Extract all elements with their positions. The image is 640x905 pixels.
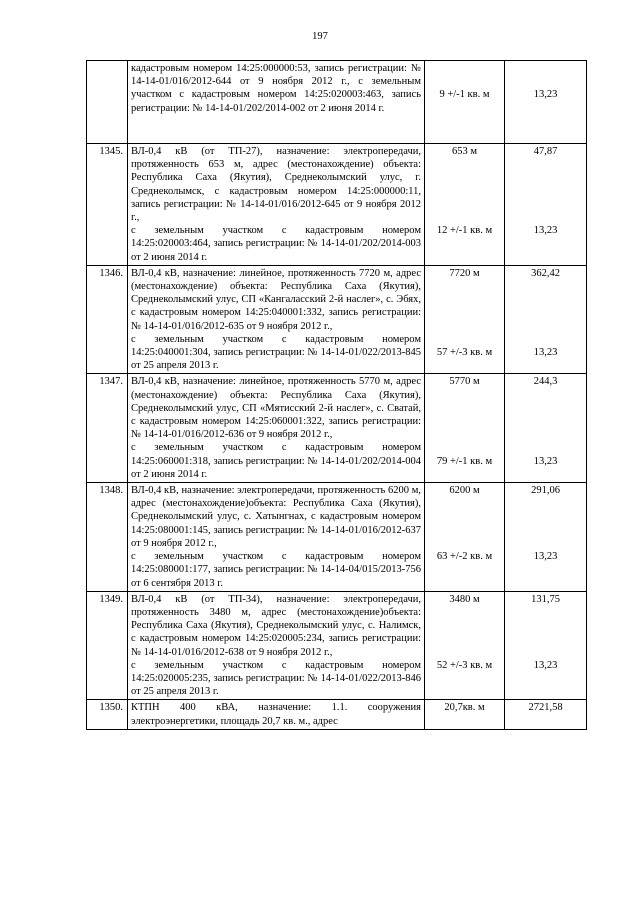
land-plot-description: кадастровым номером 14:25:000000:53, запись регистрации: № 14-14-01/016/2012-644 от 9 ноября 2012 г., с земельным участком с кадастровым номером 14:25:020003:463, запись регистрации: № 14-14-01/202/2014-002 от 2 июня 2014 г.: [131, 63, 421, 114]
table-row: [87, 61, 587, 144]
land-plot-description: с земельным участком с кадастровым номером 14:25:020003:464, запись регистрации: № 14-14-01/202/2014-003 от 2 июня 2014 г.: [131, 225, 421, 263]
land-plot-value: 13,23: [533, 347, 558, 359]
object-description: [128, 144, 425, 266]
size-cell: [425, 61, 505, 144]
row-number: 1346.: [87, 265, 128, 374]
value-cell: [505, 374, 587, 483]
land-plot-size: 9 +/-1 кв. м: [439, 89, 490, 100]
object-value: 2721,58: [528, 702, 563, 714]
row-number: 1347.: [87, 374, 128, 483]
land-plot-value: 13,23: [533, 89, 558, 100]
land-plot-value: 13,23: [533, 659, 558, 671]
table-row: [87, 483, 587, 592]
object-main-description: ВЛ-0,4 кВ (от ТП-34), назначение: электропередачи, протяженность 3480 м, адрес (местонахождение)объекта: Республика Саха (Якутия), Среднеколымский улус, с. Налимск, с кадастровым номером 14:25:020005:234, запись регистрации: № 14-14-01/016/2012-638 от 9 ноября 2012 г.,: [131, 593, 421, 658]
row-number: [87, 61, 128, 144]
land-plot-size: 63 +/-2 кв. м: [436, 551, 493, 563]
object-size: 3480 м: [449, 593, 480, 605]
property-registry-table: [86, 60, 587, 730]
object-value: 362,42: [531, 267, 560, 279]
registry-body: [87, 61, 587, 730]
value-cell: [505, 265, 587, 374]
object-main-description: КТПН 400 кВА, назначение: 1.1. сооружения электроэнергетики, площадь 20,7 кв. м., адрес: [131, 702, 421, 727]
page-number: 197: [312, 31, 328, 42]
land-plot-value: 13,23: [533, 455, 558, 467]
size-cell: [425, 483, 505, 592]
value-cell: [505, 144, 587, 266]
object-value: 244,3: [533, 376, 558, 388]
size-cell: [425, 265, 505, 374]
value-cell: [505, 700, 587, 729]
value-cell: [505, 61, 587, 144]
table-row: [87, 700, 587, 729]
object-value: 47,87: [533, 146, 558, 157]
object-description: [128, 61, 425, 144]
land-plot-description: с земельным участком с кадастровым номером 14:25:020005:235, запись регистрации: № 14-14-01/022/2013-846 от 25 апреля 2013 г.: [131, 659, 421, 698]
object-value: 131,75: [531, 593, 560, 605]
object-description: [128, 483, 425, 592]
land-plot-description: с земельным участком с кадастровым номером 14:25:040001:304, запись регистрации: № 14-14-01/022/2013-845 от 25 апреля 2013 г.: [131, 333, 421, 372]
object-main-description: ВЛ-0,4 кВ (от ТП-27), назначение: электропередачи, протяженность 653 м, адрес (местонахождение) объекта: Республика Саха (Якутия), Среднеколымский улус, г. Среднеколымск, с кадастровым номером 14:25:000000:11, запись регистрации: № 14-14-01/016/2012-645 от 9 ноября 2012 г.,: [131, 146, 421, 224]
value-cell: [505, 483, 587, 592]
table-row: [87, 265, 587, 374]
land-plot-size: 52 +/-3 кв. м: [436, 659, 493, 671]
land-plot-size: 12 +/-1 кв. м: [436, 225, 493, 237]
object-main-description: ВЛ-0,4 кВ, назначение: линейное, протяженность 7720 м, адрес (местонахождение) объекта: Республика Саха (Якутия), Среднеколымский улус, СП «Кангаласский 2-й наслег», с. Эбях, с кадастровым номером 14:25:040001:332, запись регистрации: № 14-14-01/016/2012-635 от 9 ноября 2012 г.,: [131, 267, 421, 332]
object-description: [128, 591, 425, 700]
land-plot-size: 57 +/-3 кв. м: [436, 347, 493, 359]
row-number: 1345.: [87, 144, 128, 266]
object-main-description: ВЛ-0,4 кВ, назначение: линейное, протяженность 5770 м, адрес (местонахождение) объекта: Республика Саха (Якутия), Среднеколымский улус, СП «Мятисский 2-й наслег», с. Сватай, с кадастровым номером 14:25:060001:322, запись регистрации: № 14-14-01/016/2012-636 от 9 ноября 2012 г.,: [131, 376, 421, 441]
table-row: [87, 374, 587, 483]
object-size: 20,7кв. м: [444, 702, 485, 714]
value-cell: [505, 591, 587, 700]
land-plot-description: с земельным участком с кадастровым номером 14:25:080001:177, запись регистрации: № 14-14-04/015/2013-756 от 6 сентября 2013 г.: [131, 551, 421, 589]
table-row: [87, 591, 587, 700]
object-value: 291,06: [531, 485, 560, 497]
size-cell: [425, 591, 505, 700]
table-row: [87, 144, 587, 266]
object-size: 6200 м: [449, 485, 480, 497]
object-size: 5770 м: [449, 376, 480, 388]
object-size: 653 м: [451, 146, 478, 157]
land-plot-value: 13,23: [533, 551, 558, 563]
land-plot-size: 79 +/-1 кв. м: [436, 455, 493, 467]
row-number: 1348.: [87, 483, 128, 592]
object-description: [128, 374, 425, 483]
row-number: 1349.: [87, 591, 128, 700]
size-cell: [425, 700, 505, 729]
object-description: [128, 700, 425, 729]
size-cell: [425, 144, 505, 266]
land-plot-description: с земельным участком с кадастровым номером 14:25:060001:318, запись регистрации: № 14-14-01/202/2014-004 от 2 июня 2014 г.: [131, 442, 421, 480]
object-size: 7720 м: [449, 267, 480, 279]
object-main-description: ВЛ-0,4 кВ, назначение: электропередачи, протяженность 6200 м, адрес (местонахождение)объекта: Республика Саха (Якутия), Среднеколымский улус, с. Хатынгнах, с кадастровым номером 14:25:080001:145, запись регистрации: № 14-14-01/016/2012-637 от 9 ноября 2012 г.,: [131, 485, 421, 549]
row-number: 1350.: [87, 700, 128, 729]
object-description: [128, 265, 425, 374]
size-cell: [425, 374, 505, 483]
land-plot-value: 13,23: [533, 225, 558, 237]
